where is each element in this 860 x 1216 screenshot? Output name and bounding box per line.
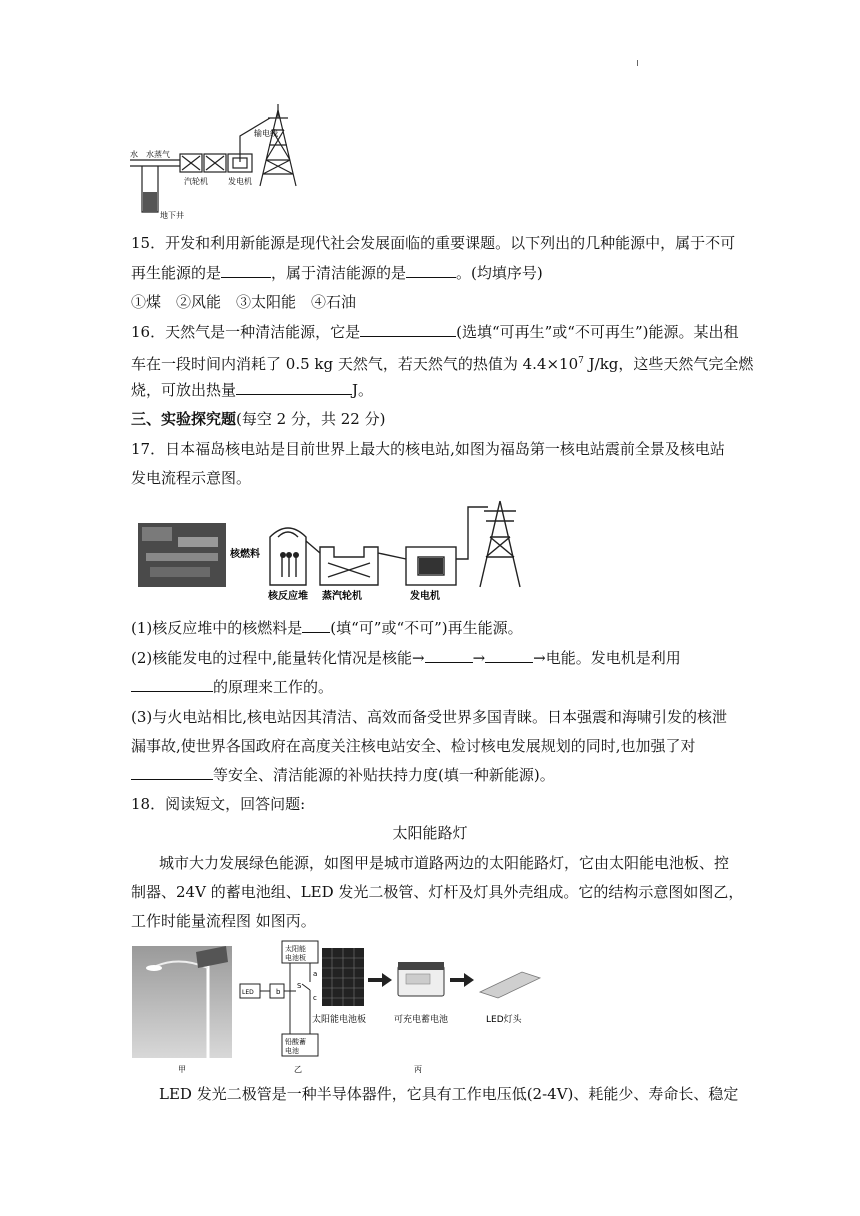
q15-options: ①煤 ②风能 ③太阳能 ④石油: [131, 293, 357, 311]
q15-line1: 15．开发和利用新能源是现代社会发展面临的重要课题。以下列出的几种能源中，属于不可: [131, 234, 736, 252]
q16-text-e: 烧，可放出热量: [131, 381, 237, 399]
q17-p2-b: →: [472, 649, 486, 667]
q17-part2: [131, 647, 681, 669]
label-solar-panel-1: 太阳能: [285, 945, 306, 953]
label-led-head: LED灯头: [486, 1015, 522, 1025]
q16-line3: [131, 379, 373, 401]
label-battery-2: 电池: [285, 1047, 299, 1055]
solar-lamp-figure: [130, 938, 550, 1078]
label-a: a: [313, 970, 318, 978]
label-c: c: [313, 994, 317, 1002]
label-water: 水: [130, 150, 138, 159]
section-3-title: 三、实验探究题: [131, 410, 237, 428]
label-nuclear-fuel: 核燃料: [230, 549, 260, 560]
label-reactor: 核反应堆: [268, 591, 308, 602]
q16-text-d: J/kg，这些天然气完全燃: [583, 355, 754, 373]
label-turbine: 汽轮机: [184, 177, 208, 186]
label-well: 地下井: [160, 211, 184, 220]
q16-line1: [131, 321, 738, 343]
q17-p1-b: (填“可”或“不可”)再生能源。: [330, 619, 523, 637]
label-solar-panel-2: 电池板: [285, 954, 306, 962]
q15-blank-2[interactable]: [406, 262, 456, 278]
label-rechargeable-battery: 可充电蓄电池: [394, 1015, 449, 1025]
q16-text-b: (选填“可再生”或“不可再生”)能源。某出租: [456, 323, 739, 341]
q17-part2-cont: [131, 676, 333, 698]
q17-p3-text: 等安全、清洁能源的补贴扶持力度(填一种新能源)。: [213, 766, 555, 784]
q16-exponent: 7: [578, 356, 584, 366]
q17-p2-d: 的原理来工作的。: [213, 678, 334, 696]
q16-text-c: 车在一段时间内消耗了 0.5 kg 天然气，若天然气的热值为 4.4×10: [131, 355, 579, 373]
label-yi: 乙: [294, 1065, 302, 1074]
q17-p1-a: (1)核反应堆中的核燃料是: [131, 619, 303, 637]
label-bing: 丙: [414, 1065, 422, 1074]
section-3-note: (每空 2 分，共 22 分): [236, 410, 386, 428]
q17-blank-3[interactable]: [485, 647, 533, 663]
q17-line1: 17．日本福岛核电站是目前世界上最大的核电站,如图为福岛第一核电站震前全景及核电站: [131, 440, 725, 458]
nuclear-plant-figure: [138, 497, 540, 607]
q16-blank-1[interactable]: [360, 321, 456, 337]
q16-line2: [131, 350, 753, 375]
q17-p2-a: (2)核能发电的过程中,能量转化情况是核能→: [131, 649, 425, 667]
label-transmission-line: 输电线: [254, 129, 278, 138]
q18-para2-line1: LED 发光二极管是一种半导体器件，它具有工作电压低(2-4V)、耗能少、寿命长、稳定: [159, 1085, 739, 1103]
q17-part3-line2: 漏事故,使世界各国政府在高度关注核电站安全、检讨核电发展规划的同时,也加强了对: [131, 737, 696, 755]
label-steam-turbine: 蒸汽轮机: [322, 591, 362, 602]
section-3-heading: [131, 408, 385, 430]
q15-blank-1[interactable]: [221, 262, 271, 278]
label-b: b: [276, 988, 281, 996]
label-generator: 发电机: [228, 177, 252, 186]
q15-line2: [131, 262, 543, 284]
q17-blank-5[interactable]: [131, 764, 213, 780]
geothermal-plant-figure: [128, 100, 308, 222]
q18-para1-line2: 制器、24V 的蓄电池组、LED 发光二极管、灯杆及灯具外壳组成。它的结构示意图如图乙，: [131, 883, 744, 901]
q15-text-b: ，属于清洁能源的是: [271, 264, 407, 282]
q17-part1: [131, 617, 523, 639]
q17-blank-2[interactable]: [425, 647, 473, 663]
label-steam: 水蒸气: [146, 150, 170, 159]
q17-blank-4[interactable]: [131, 676, 213, 692]
q17-p2-c: →电能。发电机是利用: [533, 649, 681, 667]
page-mark: [637, 60, 638, 66]
q17-line2: 发电流程示意图。: [131, 469, 252, 487]
q17-part3-line3: [131, 764, 555, 786]
label-generator-17: 发电机: [410, 591, 440, 602]
label-led: LED: [242, 989, 254, 996]
q18-line1: 18．阅读短文，回答问题:: [131, 795, 306, 813]
q15-text-a: 再生能源的是: [131, 264, 222, 282]
q17-part3-line1: (3)与火电站相比,核电站因其清洁、高效而备受世界多国青睐。日本强震和海啸引发的核泄: [131, 708, 728, 726]
q16-text-f: J。: [352, 381, 374, 399]
label-battery-1: 铅酸蓄: [285, 1038, 306, 1046]
q18-para1-line1: 城市大力发展绿色能源，如图甲是城市道路两边的太阳能路灯，它由太阳能电池板、控: [159, 854, 730, 872]
label-jia: 甲: [178, 1065, 186, 1074]
q18-title: 太阳能路灯: [392, 824, 468, 842]
q17-blank-1[interactable]: [302, 617, 330, 633]
q15-text-c: 。(均填序号): [456, 264, 543, 282]
q16-blank-2[interactable]: [236, 379, 352, 395]
q18-para1-line3: 工作时能量流程图 如图丙。: [131, 912, 316, 930]
label-s: S: [297, 982, 302, 990]
label-solar-board: 太阳能电池板: [312, 1015, 367, 1025]
q16-text-a: 16．天然气是一种清洁能源，它是: [131, 323, 361, 341]
